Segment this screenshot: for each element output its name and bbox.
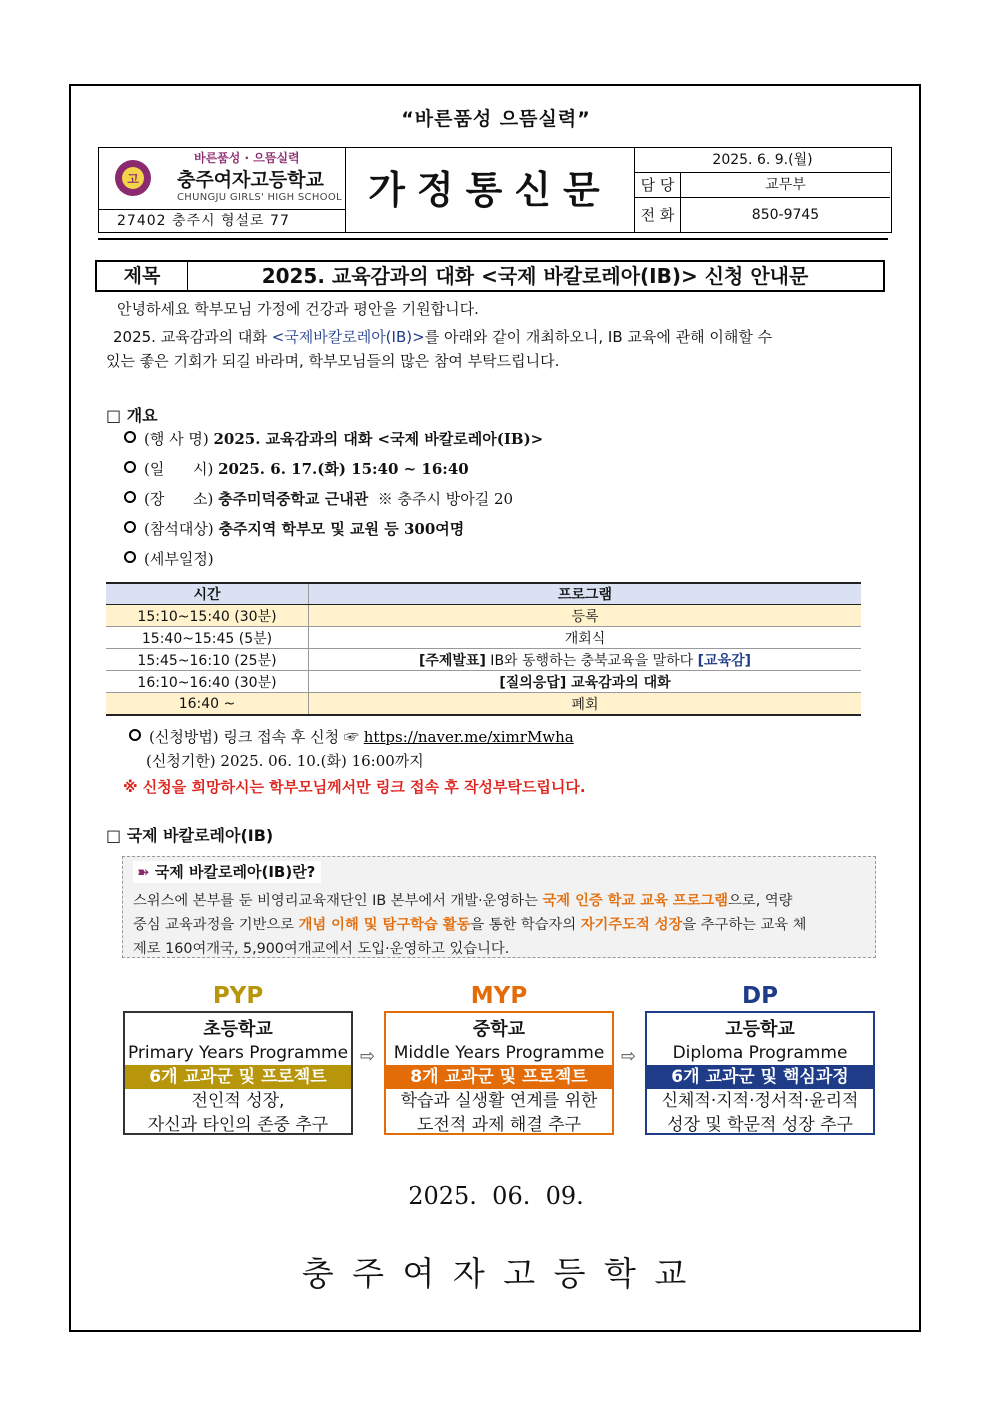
overview-item-schedule: (세부일정) (124, 549, 214, 569)
school-name-en: CHUNGJU GIRLS' HIGH SCHOOL (177, 192, 342, 203)
school-slogan: 바른품성 · 으뜸실력 (194, 151, 300, 165)
table-row: 15:40~15:45 (5분) 개회식 (106, 627, 861, 649)
table-row: 16:10~16:40 (30분) [질의응답] 교육감과의 대화 (106, 671, 861, 693)
pyp-card: 초등학교 Primary Years Programme 6개 교과군 및 프로젝트 전인적 성장, 자신과 타인의 존중 추구 (123, 1011, 353, 1135)
overview-item-venue: (장 소) 충주미덕중학교 근내관 ※ 충주시 방아길 20 (124, 489, 513, 509)
table-row: 15:10~15:40 (30분) 등록 (106, 605, 861, 627)
greeting: 안녕하세요 학부모님 가정에 건강과 평안을 기원합니다. (117, 300, 479, 318)
intro-event-name: <국제바칼로레아(IB)> (271, 328, 425, 346)
phone-value: 850-9745 (751, 207, 820, 223)
dept-label: 담 당 (635, 173, 681, 198)
ib-description: 스위스에 본부를 둔 비영리교육재단인 IB 본부에서 개발·운영하는 국제 인증 학교 교육 프로그램으로, 역량 중심 교육과정을 기반으로 개념 이해 및 탐구학습 활동을 통한 학습자의 자기주도적 성장을 추구하는 교육 체 제로 160여개국, 5,900여개교에서 도입·운영하고 있습니다. (133, 893, 807, 957)
document-title: 가정통신문 (368, 168, 612, 212)
myp-card: 중학교 Middle Years Programme 8개 교과군 및 프로젝트 학습과 실생활 연계를 위한 도전적 과제 해결 추구 (384, 1011, 614, 1135)
ib-info-box (122, 856, 876, 958)
arrow-right-icon: ➽ (137, 863, 150, 881)
footer-school-name: 충 주 여 자 고 등 학 교 (301, 1254, 691, 1293)
schedule-table (106, 582, 861, 716)
dp-label: DP (742, 983, 778, 1009)
overview-item-datetime: (일 시) 2025. 6. 17.(화) 15:40 ~ 16:40 (124, 459, 469, 479)
overview-heading: □ 개요 (106, 406, 158, 425)
school-info (99, 148, 346, 210)
bullet-circle-icon (124, 491, 136, 503)
arrow-icon: ⇨ (621, 1046, 637, 1067)
subject-label: 제목 (97, 262, 188, 290)
phone-label: 전 화 (635, 198, 681, 232)
dept-value: 교무부 (681, 173, 890, 198)
letter-header (98, 147, 892, 233)
header-divider (98, 238, 888, 240)
school-name: 충주여자고등학교 (177, 169, 324, 191)
myp-label: MYP (470, 983, 528, 1009)
table-row: 16:40 ~ 폐회 (106, 693, 861, 716)
subject-box (95, 260, 885, 292)
arrow-icon: ⇨ (360, 1046, 376, 1067)
school-motto: “바른품성 으뜸실력” (401, 108, 591, 130)
intro-paragraph-line2: 있는 좋은 기회가 되길 바라며, 학부모님들의 많은 참여 부탁드립니다. (106, 352, 560, 370)
bullet-circle-icon (124, 431, 136, 443)
ib-box-title: ➽ 국제 바칼로레아(IB)란? (133, 861, 321, 883)
intro-text-a: 2025. 교육감과의 대화 (113, 328, 272, 346)
overview-item-event: (행 사 명) 2025. 교육감과의 대화 <국제 바칼로레아(IB)> (124, 429, 543, 449)
overview-item-attendees: (참석대상) 충주지역 학부모 및 교원 등 300여명 (124, 519, 464, 539)
issue-date: 2025. 6. 9.(월) (635, 148, 890, 173)
intro-paragraph-line1 (113, 325, 883, 349)
contact-info (634, 148, 891, 232)
intro-text-b: 를 아래와 같이 개최하오니, IB 교육에 관해 이해할 수 (424, 328, 773, 346)
footer-date: 2025. 06. 09. (408, 1182, 584, 1210)
bullet-circle-icon (129, 729, 141, 741)
ib-heading: □ 국제 바칼로레아(IB) (106, 826, 274, 845)
bullet-circle-icon (124, 521, 136, 533)
subject-text: 2025. 교육감과의 대화 <국제 바칼로레아(IB)> 신청 안내문 (261, 264, 809, 288)
table-row: 15:45~16:10 (25분) [주제발표] IB와 동행하는 충북교육을 말하다 [교육감] (106, 649, 861, 671)
apply-deadline: (신청기한) 2025. 06. 10.(화) 16:00까지 (146, 752, 424, 770)
apply-note: ※ 신청을 희망하시는 학부모님께서만 링크 접속 후 작성부탁드립니다. (123, 778, 586, 796)
apply-method: (신청방법) 링크 접속 후 신청 ☞ https://naver.me/ximrMwha (129, 727, 574, 747)
dp-card: 고등학교 Diploma Programme 6개 교과군 및 핵심과정 신체적·지적·정서적·윤리적 성장 및 학문적 성장 추구 (645, 1011, 875, 1135)
pyp-label: PYP (212, 983, 264, 1009)
apply-link[interactable]: https://naver.me/ximrMwha (363, 728, 574, 746)
column-header-program: 프로그램 (309, 583, 862, 605)
table-header-row (106, 583, 861, 605)
bullet-circle-icon (124, 551, 136, 563)
bullet-circle-icon (124, 461, 136, 473)
column-header-time: 시간 (106, 583, 309, 605)
svg-text:고: 고 (127, 172, 139, 186)
school-emblem-icon (111, 158, 155, 198)
school-address: 27402 충주시 형설로 77 (99, 210, 346, 232)
